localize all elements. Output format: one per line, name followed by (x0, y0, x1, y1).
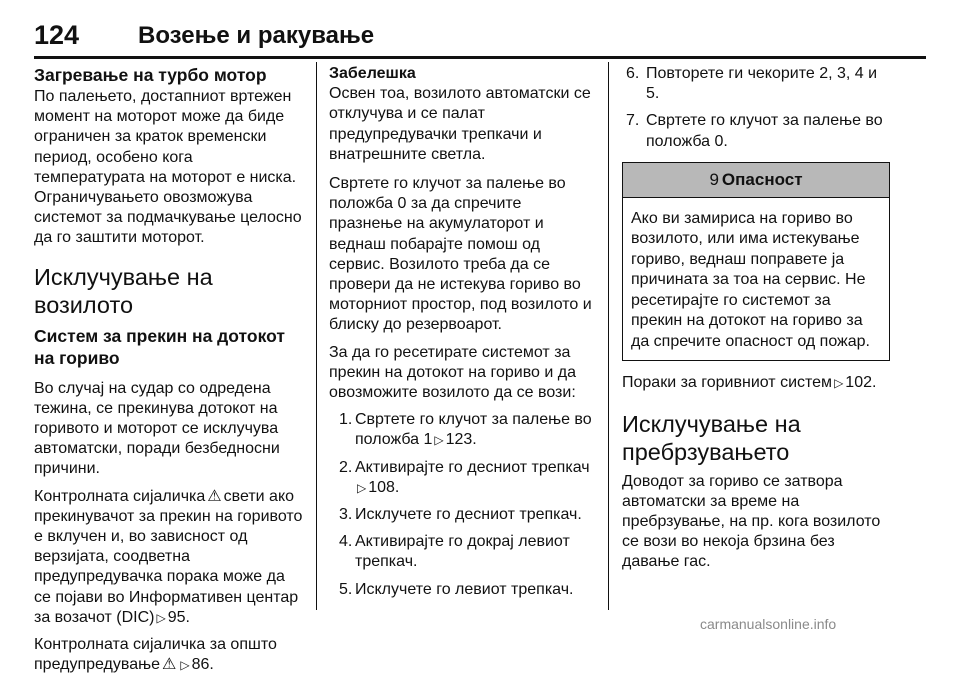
paragraph-lamp-2: Контролната сијаличка за општо предупредување⚠ ▷ 86. (34, 635, 304, 675)
page-ref-icon (178, 656, 191, 673)
list-item: 3. Исклучете го десниот трепкач. (339, 506, 582, 524)
paragraph-turbo: По палењето, достапниот вртежен момент на моторот може да биде ограничен за краток временски период, особено кога температурата на моторот е ниска. Ограничувањето овозможува системот за подмачкување целосно да го заштити моторот. (34, 88, 302, 247)
chapter-title: Возење и ракување (138, 22, 375, 49)
page-ref-link[interactable]: 95. (167, 608, 190, 626)
reset-steps-list-continued (622, 64, 890, 152)
list-item: 7. Свртете го клучот за палење во положба 0. (626, 112, 883, 150)
column-3 (622, 64, 890, 580)
list-item: 1. Свртете го клучот за палење во положба 1▷ 123. (329, 410, 599, 450)
paragraph-overrun: Доводот за гориво се затвора автоматски за време на пребрзување, на пр. кога возилото се вози во некоја брзина без давање гас. (622, 472, 881, 571)
heading-turbo-warmup: Загревање на турбо мотор (34, 65, 267, 85)
page-ref-link[interactable]: 108. (368, 478, 400, 496)
page-header (34, 20, 926, 56)
heading-fuel-cutoff: Систем за прекин на дотокот на гориво (34, 325, 285, 368)
danger-text: Ако ви замириса на гориво во возилото, или има истекување гориво, веднаш поправете ја причината за тоа на сервис. Не ресетирајте го системот за прекин на дотокот на гориво за да спречите опасност од пожар. (631, 209, 870, 350)
column-divider-2 (608, 62, 609, 610)
list-item: 2. Активирајте го десниот трепкач ▷ 108. (329, 458, 599, 498)
note-text: Освен тоа, возилото автоматски се отклучува и се палат предупредувачки трепкачи и внатрешните светла. (329, 85, 591, 163)
paragraph-crash: Во случај на судар со одредена тежина, се прекинува дотокот на горивото и моторот се исклучува автоматски, поради безбедносни причини. (34, 379, 280, 478)
warning-triangle-icon (160, 656, 178, 673)
watermark: carmanualsonline.info (700, 616, 837, 632)
page-ref-icon (832, 374, 845, 391)
page-ref-link[interactable]: 86. (191, 656, 214, 674)
header-rule (34, 56, 926, 59)
paragraph-lamp-1: Контролната сијаличка⚠ свети ако прекинувачот за прекин на горивото е вклучен и, во зависност од верзијата, соодветна предупредувачка порака може да се појави во Информативен центар за возачот (DIC)▷ 95. (34, 487, 304, 628)
page-number: 124 (34, 20, 80, 50)
paragraph-reset-intro: За да го ресетирате системот за прекин на дотокот на гориво и да овозможите возилото да се вози: (329, 343, 576, 402)
list-item: 5. Исклучете го левиот трепкач. (339, 580, 574, 598)
heading-overrun-cutoff: Исклучување на пребрзувањето (622, 410, 801, 465)
column-divider-1 (316, 62, 317, 610)
danger-title: Опасност (721, 169, 803, 189)
column-1 (34, 64, 304, 682)
column-2 (329, 64, 599, 607)
page-ref-link[interactable]: 102. (845, 374, 877, 392)
page-ref-icon (432, 431, 445, 448)
note-block (329, 64, 599, 165)
danger-header (623, 163, 889, 198)
warning-triangle-icon (205, 488, 223, 505)
reset-steps-list (329, 410, 599, 600)
paragraph-fuel-messages: Пораки за горивниот систем▷ 102. (622, 373, 890, 393)
danger-symbol-icon: 9 (709, 169, 719, 189)
heading-vehicle-shutoff: Исклучување на возилото (34, 263, 213, 318)
page-ref-icon (154, 609, 167, 626)
paragraph-turn-key: Свртете го клучот за палење во положба 0 за да спречите празнење на акумулаторот и веднаш побарајте помош од сервис. Возилото треба да се провери да не истекува гориво во моторниот простор, под возилото и блиску до резервоарот. (329, 175, 592, 334)
list-item: 4. Активирајте го докрај левиот трепкач. (339, 533, 570, 571)
note-title: Забелешка (329, 65, 416, 82)
page-ref-link[interactable]: 123. (445, 431, 477, 449)
page-ref-icon (355, 479, 368, 496)
list-item: 6. Повторете ги чекорите 2, 3, 4 и 5. (626, 65, 878, 103)
danger-box (622, 162, 890, 362)
